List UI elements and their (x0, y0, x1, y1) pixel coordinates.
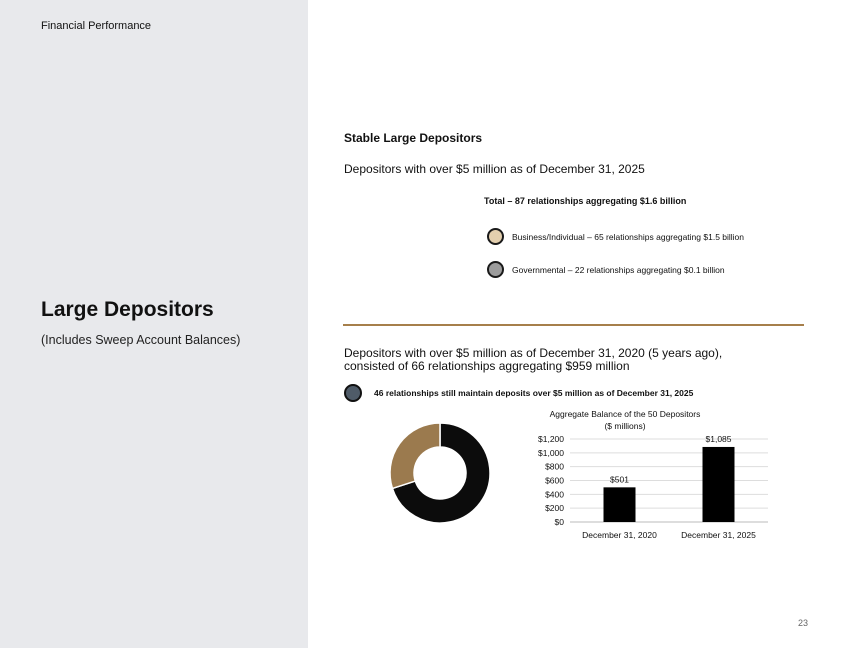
legend-governmental (487, 261, 725, 278)
x-tick-label: December 31, 2020 (582, 530, 657, 540)
y-tick-label: $800 (545, 461, 564, 472)
legend-business-individual (487, 228, 744, 245)
bar-0 (604, 487, 636, 522)
legend-dot-business-icon (487, 228, 504, 245)
slide-title: Large Depositors (41, 298, 214, 321)
y-tick-label: $600 (545, 475, 564, 486)
legend-business-label: Business/Individual – 65 relationships aggregating $1.5 billion (512, 231, 745, 242)
legend-dot-governmental-icon (487, 261, 504, 278)
y-tick-label: $0 (554, 517, 564, 527)
stable-depositors-title: Stable Large Depositors (344, 131, 483, 145)
bar-value-label: $1,085 (705, 433, 732, 444)
y-tick-label: $1,000 (538, 447, 564, 458)
still-maintain-row (344, 384, 693, 402)
bar-chart-title: Aggregate Balance of the 50 Depositors (549, 409, 701, 419)
total-relationships: Total – 87 relationships aggregating $1.6 billion (484, 196, 687, 206)
bar-chart-subtitle: ($ millions) (604, 421, 646, 431)
y-tick-label: $1,200 (538, 434, 564, 444)
y-tick-label: $200 (545, 503, 564, 514)
still-maintain-dot-icon (344, 384, 362, 402)
still-maintain-label: 46 relationships still maintain deposits over $5 million as of December 31, 2025 (374, 388, 694, 398)
aggregate-balance-bar-chart (520, 405, 780, 545)
section-divider (343, 324, 804, 326)
page-number: 23 (798, 618, 809, 628)
bar-1 (703, 447, 735, 522)
y-tick-label: $400 (545, 489, 564, 500)
x-tick-label: December 31, 2025 (681, 530, 756, 540)
section-label: Financial Performance (41, 20, 152, 32)
depositors-2020-line: Depositors with over $5 million as of December 31, 2020 (5 years ago), consisted of 66 relationships aggregating $959 million (344, 346, 723, 373)
bar-value-label: $501 (610, 474, 629, 485)
slide-subtitle: (Includes Sweep Account Balances) (41, 333, 241, 347)
left-panel (0, 0, 308, 648)
depositors-2025-line: Depositors with over $5 million as of December 31, 2025 (344, 162, 645, 176)
legend-governmental-label: Governmental – 22 relationships aggregating $0.1 billion (512, 264, 725, 275)
retention-donut-chart (385, 418, 495, 528)
donut-slice-1 (390, 423, 440, 488)
